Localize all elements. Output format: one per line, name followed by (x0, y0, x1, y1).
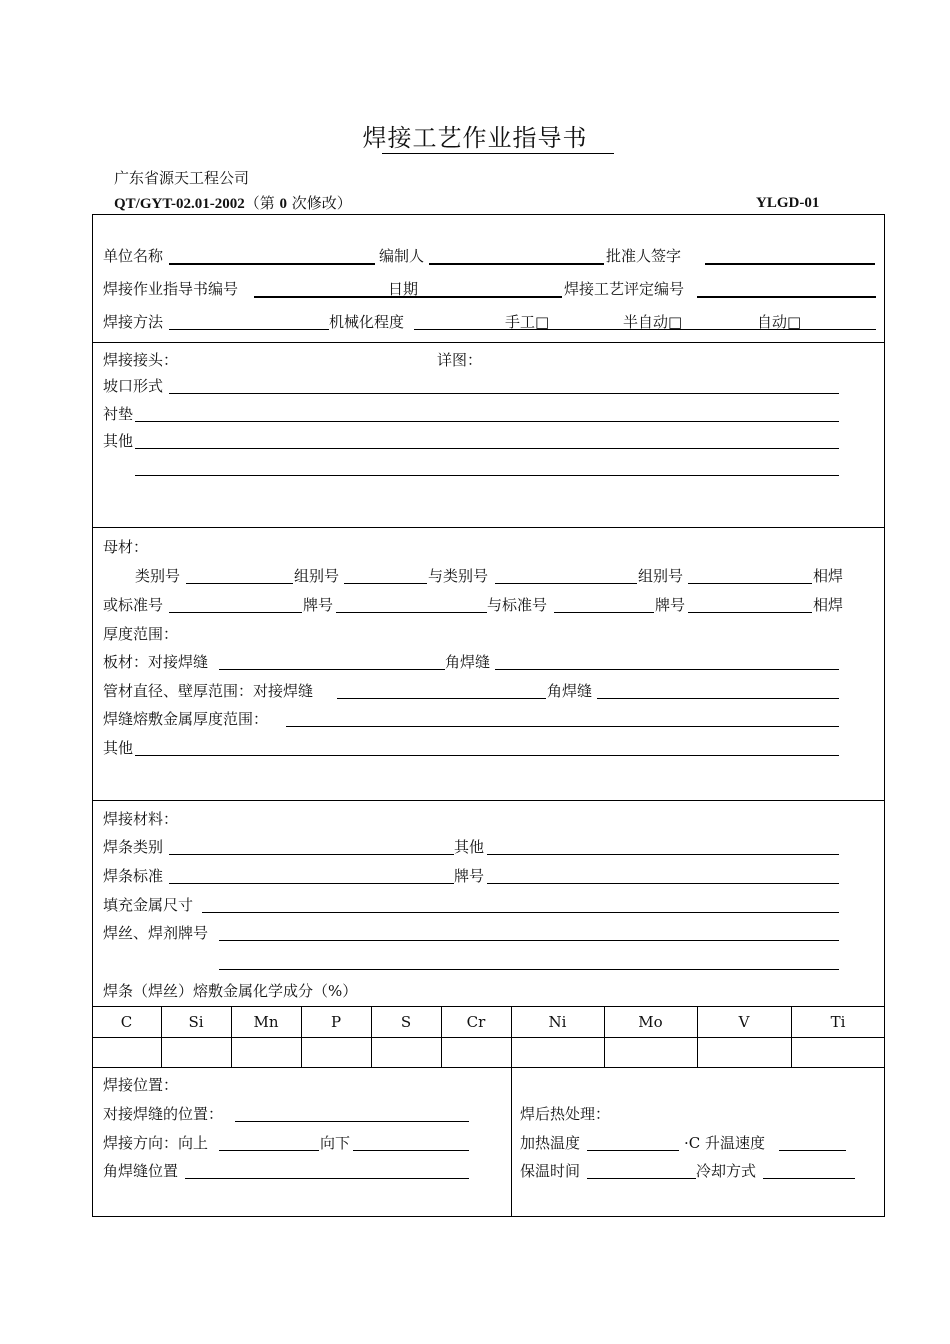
heating-temp-field[interactable] (587, 1150, 679, 1151)
document-number: QT/GYT-02.01-2002（第 0 次修改） (114, 194, 352, 212)
chem-header-c: C (120, 1013, 133, 1031)
with-standard-label: 与标准号 (487, 596, 548, 614)
position-heading: 焊接位置： (103, 1076, 179, 1094)
date-label: 日期 (388, 280, 419, 298)
page-title: 焊接工艺作业指导书 (362, 124, 588, 152)
direction-down-field[interactable] (353, 1150, 469, 1151)
chem-value-p[interactable] (302, 1038, 370, 1066)
chem-header-ni: Ni (548, 1013, 567, 1031)
butt-position-field[interactable] (235, 1121, 469, 1122)
fillet-position-label: 角焊缝位置 (103, 1162, 179, 1180)
editor-label: 编制人 (379, 247, 425, 265)
chem-value-c[interactable] (93, 1038, 160, 1066)
chemistry-title: 焊条（焊丝）熔敷金属化学成分（%） (103, 982, 358, 1000)
plate-fillet-field[interactable] (495, 669, 839, 670)
approver-field[interactable] (705, 263, 875, 265)
fillet-position-field[interactable] (185, 1178, 469, 1179)
wire-flux-label: 焊丝、焊剂牌号 (103, 924, 209, 942)
category-label: 类别号 (135, 567, 181, 585)
wire-flux-field-2[interactable] (219, 969, 839, 970)
pipe-fillet-field[interactable] (597, 698, 839, 699)
detail-drawing-label: 详图： (437, 351, 483, 369)
cooling-method-label: 冷却方式 (696, 1162, 757, 1180)
divider (92, 1067, 885, 1068)
grade-label: 牌号 (303, 596, 334, 614)
welding-method-label: 焊接方法 (103, 313, 164, 331)
chem-header-mn: Mn (253, 1013, 279, 1031)
joint-heading: 焊接接头： (103, 351, 179, 369)
unit-name-label: 单位名称 (103, 247, 164, 265)
editor-field[interactable] (429, 263, 604, 265)
divider (92, 800, 885, 801)
heating-rate-label: ·C 升温速度 (684, 1134, 766, 1152)
backing-label: 衬垫 (103, 405, 134, 423)
semi-auto-checkbox[interactable]: 半自动□ (623, 313, 683, 331)
chem-value-ni[interactable] (512, 1038, 603, 1066)
electrode-type-label: 焊条类别 (103, 838, 164, 856)
filler-size-label: 填充金属尺寸 (103, 896, 194, 914)
group-label: 组别号 (294, 567, 340, 585)
approver-label: 批准人签字 (606, 247, 682, 265)
electrode-type-field[interactable] (169, 854, 454, 855)
base-other-label: 其他 (103, 739, 134, 757)
holding-time-field[interactable] (587, 1178, 696, 1179)
cooling-method-field[interactable] (763, 1178, 855, 1179)
category-field[interactable] (186, 583, 293, 584)
butt-position-label: 对接焊缝的位置： (103, 1105, 224, 1123)
joint-other-field[interactable] (135, 448, 839, 449)
with-category-label: 与类别号 (428, 567, 489, 585)
unit-name-field[interactable] (169, 263, 375, 265)
deposit-thickness-field[interactable] (286, 726, 839, 727)
group2-field[interactable] (688, 583, 812, 584)
groove-label: 坡口形式 (103, 377, 164, 395)
evaluation-number-field[interactable] (697, 296, 876, 298)
materials-heading: 焊接材料： (103, 810, 179, 828)
wire-flux-field[interactable] (219, 940, 839, 941)
weld2-label: 相焊 (813, 596, 844, 614)
divider (92, 527, 885, 528)
pipe-butt-label: 管材直径、壁厚范围：对接焊缝 (103, 682, 314, 700)
materials-other-field[interactable] (487, 854, 839, 855)
chem-header-v: V (738, 1013, 750, 1031)
pipe-butt-field[interactable] (337, 698, 546, 699)
welding-method-field[interactable] (169, 329, 329, 330)
heating-rate-field[interactable] (779, 1150, 846, 1151)
divider (92, 1006, 885, 1007)
materials-grade-label: 牌号 (454, 867, 485, 885)
base-metal-heading: 母材： (103, 538, 149, 556)
or-standard-field[interactable] (169, 612, 302, 613)
with-standard-field[interactable] (554, 612, 654, 613)
chem-value-mn[interactable] (232, 1038, 300, 1066)
holding-time-label: 保温时间 (520, 1162, 581, 1180)
thickness-label: 厚度范围： (103, 625, 179, 643)
chem-header-p: P (330, 1013, 342, 1031)
chem-value-si[interactable] (162, 1038, 230, 1066)
chem-header-mo: Mo (638, 1013, 663, 1031)
grade-field[interactable] (336, 612, 487, 613)
direction-up-label: 焊接方向：向上 (103, 1134, 209, 1152)
auto-checkbox[interactable]: 自动□ (757, 313, 802, 331)
direction-down-label: 向下 (320, 1134, 351, 1152)
grade2-field[interactable] (688, 612, 812, 613)
joint-other-label: 其他 (103, 432, 134, 450)
chem-value-v[interactable] (698, 1038, 790, 1066)
weld1-label: 相焊 (813, 567, 844, 585)
grade2-label: 牌号 (655, 596, 686, 614)
pwht-heading: 焊后热处理： (520, 1105, 611, 1123)
instruction-number-label: 焊接作业指导书编号 (103, 280, 239, 298)
chem-value-ti[interactable] (792, 1038, 884, 1066)
document-code: YLGD-01 (756, 195, 820, 211)
materials-other-label: 其他 (454, 838, 485, 856)
electrode-standard-field[interactable] (169, 883, 454, 884)
or-standard-label: 或标准号 (103, 596, 164, 614)
heating-temp-label: 加热温度 (520, 1134, 581, 1152)
pipe-fillet-label: 角焊缝 (547, 682, 593, 700)
electrode-standard-label: 焊条标准 (103, 867, 164, 885)
mechanization-label: 机械化程度 (329, 313, 405, 331)
base-other-field[interactable] (135, 755, 839, 756)
chem-value-s[interactable] (372, 1038, 440, 1066)
plate-fillet-label: 角焊缝 (445, 653, 491, 671)
plate-butt-label: 板材：对接焊缝 (103, 653, 209, 671)
group-field[interactable] (344, 583, 427, 584)
title-underline (382, 153, 614, 154)
evaluation-number-label: 焊接工艺评定编号 (564, 280, 685, 298)
groove-field[interactable] (169, 393, 839, 394)
materials-grade-field[interactable] (487, 883, 839, 884)
group2-label: 组别号 (638, 567, 684, 585)
chem-value-mo[interactable] (605, 1038, 696, 1066)
chem-header-si: Si (188, 1013, 204, 1031)
deposit-thickness-label: 焊缝熔敷金属厚度范围： (103, 710, 269, 728)
direction-up-field[interactable] (219, 1150, 319, 1151)
backing-field[interactable] (135, 421, 839, 422)
filler-size-field[interactable] (202, 912, 839, 913)
chem-header-cr: Cr (466, 1013, 486, 1031)
chem-value-cr[interactable] (442, 1038, 510, 1066)
manual-checkbox[interactable]: 手工□ (505, 313, 550, 331)
company-name: 广东省源天工程公司 (114, 169, 250, 187)
plate-butt-field[interactable] (219, 669, 445, 670)
with-category-field[interactable] (495, 583, 637, 584)
joint-other-field-2[interactable] (135, 475, 839, 476)
chem-header-s: S (400, 1013, 412, 1031)
chem-header-ti: Ti (830, 1013, 846, 1031)
divider (92, 342, 885, 343)
